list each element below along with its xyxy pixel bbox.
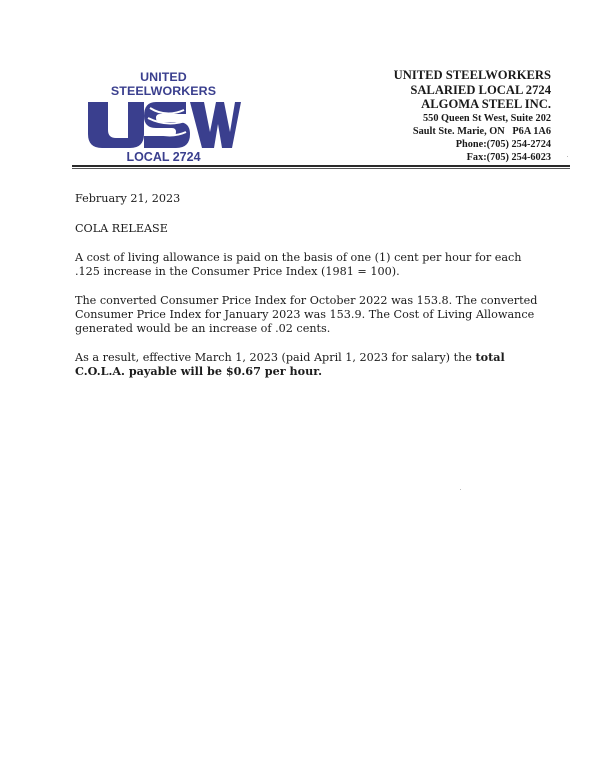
address-line-2: SALARIED LOCAL 2724 [410, 82, 551, 97]
address-line-1: UNITED STEELWORKERS [393, 68, 551, 82]
letter-body [75, 192, 545, 394]
letter-subject: COLA RELEASE [75, 221, 168, 235]
address-fax: Fax:(705) 254-6023 [466, 151, 551, 163]
address-line-5: Sault Ste. Marie, ON P6A 1A6 [412, 125, 551, 137]
letter-paragraph-2: The converted Consumer Price Index for October 2022 was 153.8. The converted Consumer Price Index for January 2023 was 153.9. The Cost of Living Allowance generated would be an increase of .02 cents. [75, 294, 538, 335]
paragraph-3-lead: As a result, effective March 1, 2023 (paid April 1, 2023 for salary) the [75, 351, 476, 365]
logo-local-name: LOCAL 2724 [126, 150, 201, 164]
address-line-3: ALGOMA STEEL INC. [421, 97, 551, 111]
usw-logo-mark [86, 100, 241, 150]
header-divider-thin [72, 168, 570, 169]
letter-paragraph-3 [75, 351, 545, 378]
letter-paragraph-1: A cost of living allowance is paid on the basis of one (1) cent per hour for each .125 increase in the Consumer Price Index (1981 = 100). [75, 251, 522, 278]
cola-total-amount: total C.O.L.A. payable will be $0.67 per hour. [75, 350, 505, 378]
usw-logo [86, 70, 241, 164]
letter-date: February 21, 2023 [75, 192, 181, 205]
address-line-4: 550 Queen St West, Suite 202 [423, 112, 551, 124]
letterhead-address [394, 68, 551, 164]
address-phone: Phone:(705) 254-2724 [455, 138, 551, 150]
logo-org-name: UNITED STEELWORKERS [110, 70, 217, 98]
header-divider [72, 165, 570, 167]
scan-speck [460, 489, 461, 490]
scan-speck [567, 156, 568, 157]
